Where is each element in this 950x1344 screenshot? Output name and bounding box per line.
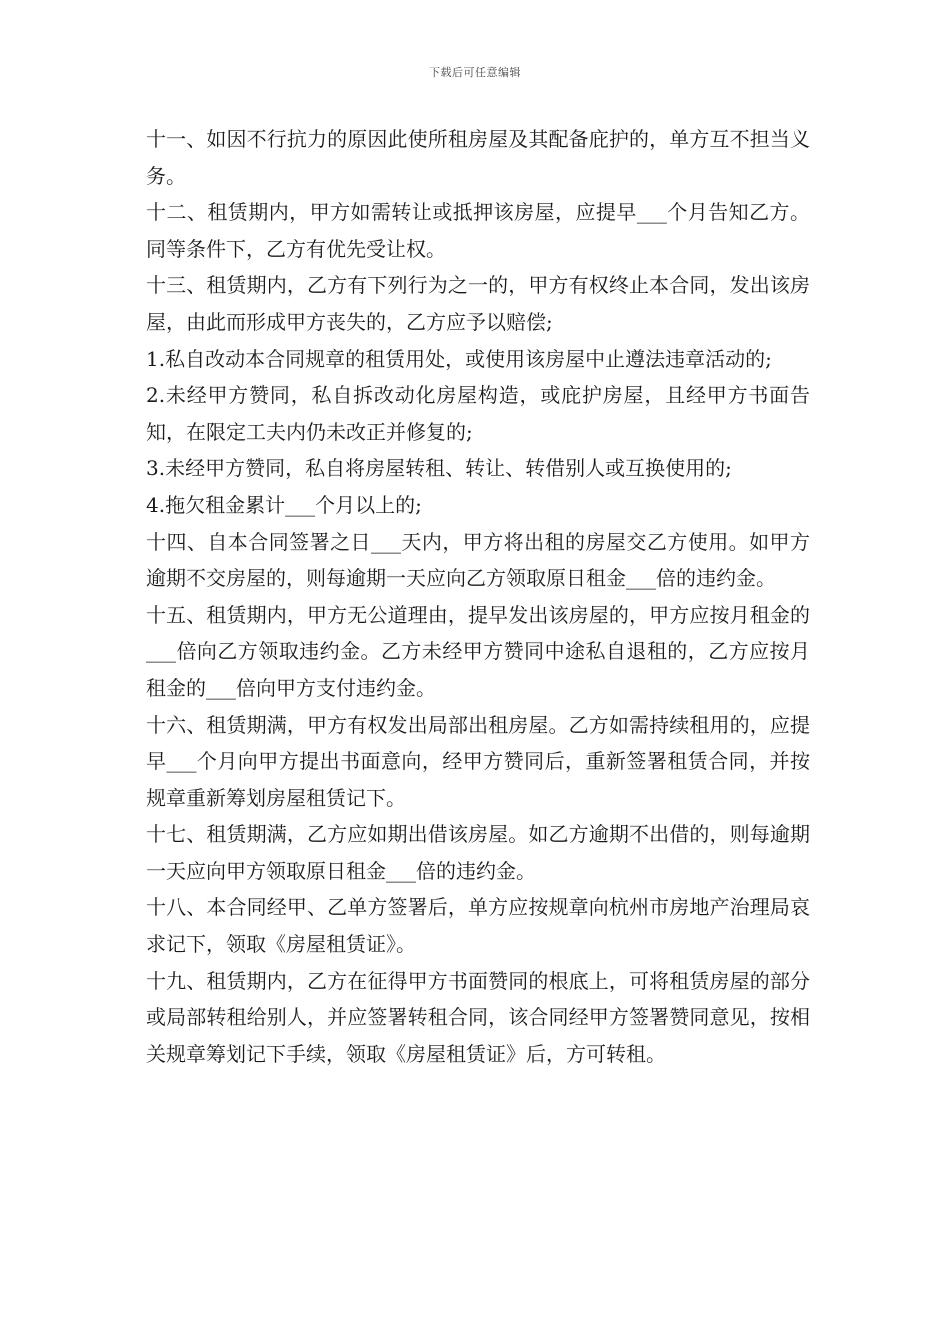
clause-13-item-1: 1.私自改动本合同规章的租赁用处，或使用该房屋中止遵法违章活动的; — [146, 346, 772, 371]
clause-13-item-2: 2.未经甲方赞同，私自拆改动化房屋构造，或庇护房屋，且经甲方书面告知，在限定工夫内仍未改正并修复的; — [146, 383, 810, 444]
page-header-note: 下载后可任意编辑 — [429, 66, 521, 79]
clause-15: 十五、租赁期内，甲方无公道理由，提早发出该房屋的，甲方应按月租金的___倍向乙方领取违约金。乙方未经甲方赞同中途私自退租的，乙方应按月租金的___倍向甲方支付违约金。 — [146, 602, 810, 700]
clause-13: 十三、租赁期内，乙方有下列行为之一的，甲方有权终止本合同，发出该房屋，由此而形成甲方丧失的，乙方应予以赔偿; — [146, 273, 810, 334]
clause-14: 十四、自本合同签署之日___天内，甲方将出租的房屋交乙方使用。如甲方逾期不交房屋的，则每逾期一天应向乙方领取原日租金___倍的违约金。 — [146, 529, 810, 591]
clause-11: 十一、如因不行抗力的原因此使所租房屋及其配备庇护的，单方互不担当义务。 — [146, 127, 810, 188]
clause-12: 十二、租赁期内，甲方如需转让或抵押该房屋，应提早___个月告知乙方。同等条件下，乙方有优先受让权。 — [146, 200, 810, 261]
clause-16: 十六、租赁期满，甲方有权发出局部出租房屋。乙方如需持续租用的，应提早___个月向甲方提出书面意向，经甲方赞同后，重新签署租赁合同，并按规章重新筹划房屋租赁记下。 — [146, 712, 810, 810]
clause-13-item-4: 4.拖欠租金累计___个月以上的; — [146, 492, 422, 517]
clause-13-item-3: 3.未经甲方赞同，私自将房屋转租、转让、转借别人或互换使用的; — [146, 456, 732, 481]
clause-18: 十八、本合同经甲、乙单方签署后，单方应按规章向杭州市房地产治理局哀求记下，领取《房屋租赁证》。 — [146, 895, 810, 957]
clause-19: 十九、租赁期内，乙方在征得甲方书面赞同的根底上，可将租赁房屋的部分或局部转租给别人，并应签署转租合同，该合同经甲方签署赞同意见，按相关规章筹划记下手续，领取《房屋租赁证》后，方可转租。 — [146, 968, 810, 1066]
contract-body — [146, 121, 810, 1072]
clause-17: 十七、租赁期满，乙方应如期出借该房屋。如乙方逾期不出借的，则每逾期一天应向甲方领取原日租金___倍的违约金。 — [146, 822, 810, 883]
